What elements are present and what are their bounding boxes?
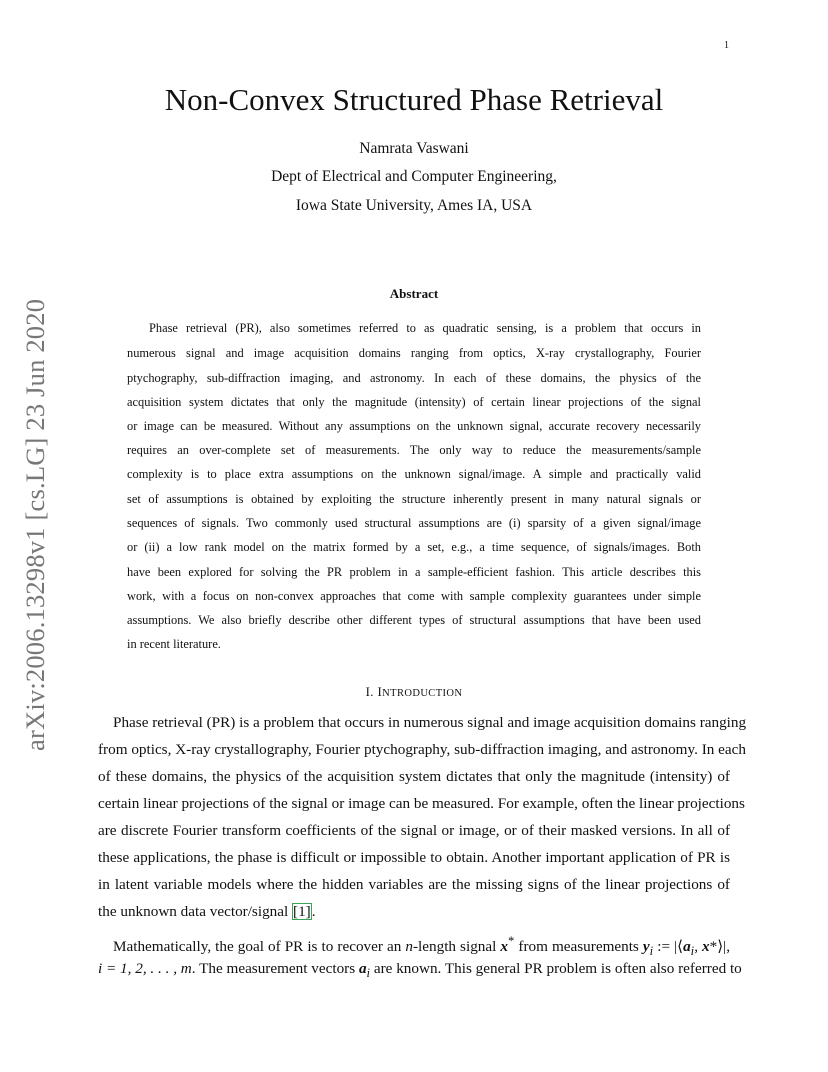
abstract-line: acquisition system dictates that only the magnitude (intensity) of certain linear projections of the signal	[127, 395, 701, 409]
abstract-line: have been explored for solving the PR problem in a sample-efficient fashion. This article describes this	[127, 565, 701, 579]
math-sub-i: i	[366, 966, 371, 981]
abstract-line: assumptions. We also briefly describe other different types of structural assumptions that have been used	[127, 613, 701, 627]
body-line: in latent variable models where the hidden variables are the missing signs of the linear projections of	[98, 876, 730, 893]
section-number: I.	[365, 685, 374, 699]
math-a: a	[358, 960, 367, 977]
section-title-rest: NTRODUCTION	[382, 688, 463, 699]
citation-link[interactable]: [1]	[293, 903, 311, 920]
affiliation-line-2: Iowa State University, Ames IA, USA	[295, 197, 533, 214]
text: := |⟨	[653, 938, 684, 956]
text: -length signal	[412, 938, 501, 956]
body-line-text: the unknown data vector/signal	[98, 903, 289, 920]
section-heading	[0, 685, 828, 700]
abstract-line: ptychography, sub-diffraction imaging, and astronomy. In each of these domains, the physics of the	[127, 371, 701, 385]
abstract-line: requires an over-complete set of measurements. The only way to reduce the measurements/sample	[127, 443, 701, 457]
section-title-initial: I	[377, 685, 383, 699]
abstract-line: or image can be measured. Without any assumptions on the unknown signal, accurate recovery necessarily	[127, 419, 701, 433]
author-name: Namrata Vaswani	[359, 140, 469, 157]
abstract-line: work, with a focus on non-convex approaches that come with sample complexity guarantees under simple	[127, 589, 701, 603]
paper-title: Non-Convex Structured Phase Retrieval	[164, 82, 664, 117]
math-sub-i: i	[690, 944, 695, 959]
abstract-line: Phase retrieval (PR), also sometimes referred to as quadratic sensing, is a problem that occurs in	[149, 321, 701, 335]
text: *⟩|,	[709, 938, 730, 956]
math-paragraph-line-1	[113, 932, 730, 960]
math-n: n	[405, 938, 413, 956]
abstract-line: in recent literature.	[127, 637, 221, 651]
math-paragraph-line-2	[98, 960, 742, 982]
abstract-line: or (ii) a low rank model on the matrix formed by a set, e.g., a time sequence, of signals/images. Both	[127, 540, 701, 554]
text: are known. This general PR problem is often also referred to	[370, 960, 742, 977]
abstract-line: set of assumptions is obtained by exploiting the structure inherently present in many natural signals or	[127, 492, 701, 506]
body-line: these applications, the phase is difficult or impossible to obtain. Another important application of PR is	[98, 849, 730, 866]
math-x: x	[500, 938, 508, 956]
abstract-line: sequences of signals. Two commonly used structural assumptions are (i) sparsity of a given signal/image	[127, 516, 701, 530]
abstract-line: complexity is to place extra assumptions on the unknown signal/image. A simple and practically valid	[127, 467, 701, 481]
abstract-line: numerous signal and image acquisition domains ranging from optics, X-ray crystallography, Fourier	[127, 346, 701, 360]
math-star: *	[508, 934, 515, 948]
math-index-range: i = 1, 2, . . . , m	[98, 960, 192, 977]
math-sub-i: i	[649, 944, 654, 959]
body-line: certain linear projections of the signal or image can be measured. For example, often the linear projections	[98, 795, 745, 812]
body-line: are discrete Fourier transform coefficients of the signal or image, or of their masked versions. In all of	[98, 822, 730, 839]
text: ,	[694, 938, 703, 956]
body-line: from optics, X-ray crystallography, Fourier ptychography, sub-diffraction imaging, and astronomy. In each	[98, 741, 746, 758]
abstract-heading: Abstract	[389, 286, 439, 301]
body-line: Phase retrieval (PR) is a problem that occurs in numerous signal and image acquisition domains ranging	[113, 714, 747, 731]
page-number: 1	[724, 40, 729, 51]
affiliation-line-1: Dept of Electrical and Computer Engineering,	[271, 168, 557, 185]
text: . The measurement vectors	[191, 960, 359, 977]
math-x: x	[702, 938, 710, 956]
sentence-end: .	[311, 903, 316, 920]
text: from measurements	[514, 938, 643, 956]
arxiv-identifier: arXiv:2006.13298v1 [cs.LG] 23 Jun 2020	[20, 298, 50, 752]
math-y: y	[642, 938, 650, 956]
body-line-with-citation	[98, 903, 730, 921]
text: Mathematically, the goal of PR is to recover an	[113, 938, 406, 956]
body-line: of these domains, the physics of the acquisition system dictates that only the magnitude (intensity) of	[98, 768, 730, 785]
math-a: a	[683, 938, 691, 956]
